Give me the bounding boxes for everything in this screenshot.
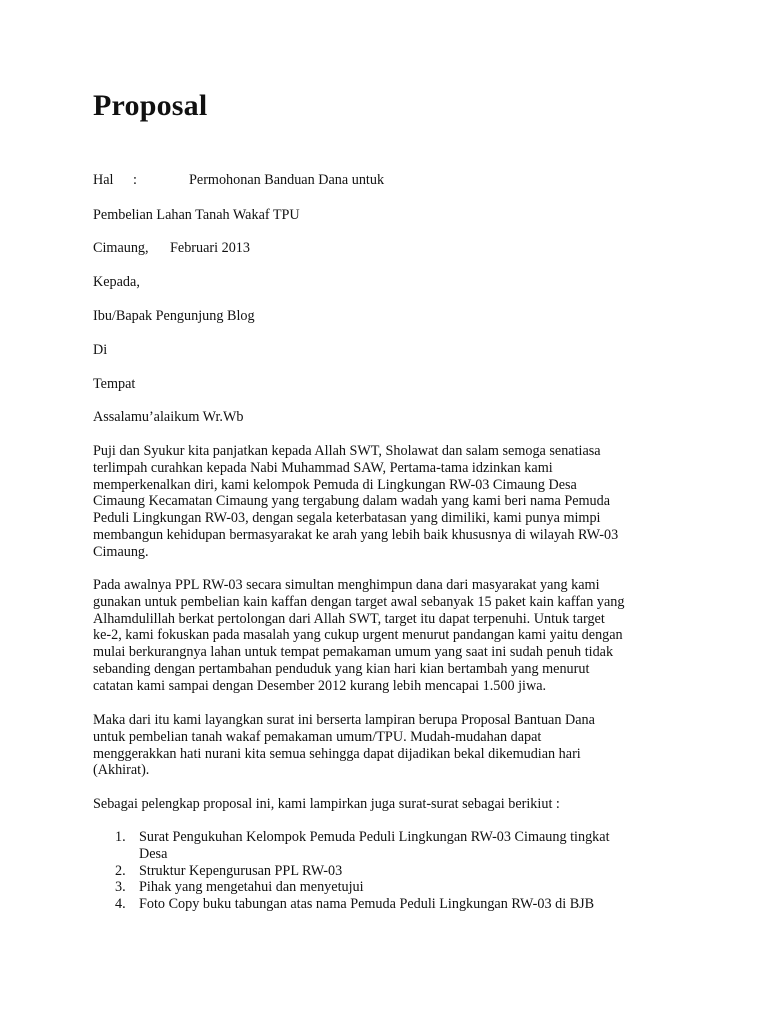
tempat-label: Tempat <box>93 376 136 392</box>
subject-line: Pembelian Lahan Tanah Wakaf TPU <box>93 207 300 223</box>
list-item <box>93 879 693 896</box>
paragraph-line: Cimaung Kecamatan Cimaung yang tergabung dalam wadah yang kami beri nama Pemuda <box>93 493 611 510</box>
date-place: Cimaung, <box>93 240 149 256</box>
list-item-number: 3. <box>115 879 126 896</box>
hal-value: Permohonan Banduan Dana untuk <box>189 172 385 188</box>
paragraph-line: Alhamdulillah berkat pertolongan dari Allah SWT, target itu dapat terpenuhi. Untuk target <box>93 610 605 627</box>
list-item-number: 2. <box>115 862 126 879</box>
paragraph-introduction <box>93 443 683 561</box>
list-item <box>93 829 693 863</box>
paragraph-line: Pada awalnya PPL RW-03 secara simultan menghimpun dana dari masyarakat yang kami <box>93 577 600 593</box>
list-item-text: Struktur Kepengurusan PPL RW-03 <box>139 862 343 879</box>
paragraph-line: gunakan untuk pembelian kain kaffan dengan target awal sebanyak 15 paket kain kaffan yang <box>93 593 625 610</box>
list-item-number: 1. <box>115 829 126 845</box>
paragraph-line: membangun kehidupan bermasyarakat ke arah yang lebih baik khususnya di wilayah RW-03 <box>93 526 619 543</box>
paragraph-background <box>93 577 683 695</box>
list-item <box>93 896 693 913</box>
list-item-text: Surat Pengukuhan Kelompok Pemuda Peduli Lingkungan RW-03 Cimaung tingkat <box>139 829 610 845</box>
paragraph-line: sebanding dengan pertambahan penduduk yang kian hari kian bertambah yang menurut <box>93 660 590 677</box>
paragraph-line: Puji dan Syukur kita panjatkan kepada Allah SWT, Sholawat dan salam semoga senatiasa <box>93 443 601 459</box>
date-value: Februari 2013 <box>170 240 250 256</box>
kepada-label: Kepada, <box>93 274 140 290</box>
paragraph-line: memperkenalkan diri, kami kelompok Pemuda di Lingkungan RW-03 Cimaung Desa <box>93 476 577 493</box>
paragraph-line: menggerakkan hati nurani kita semua sehingga dapat dijadikan bekal dikemudian hari <box>93 745 581 762</box>
list-item <box>93 863 693 880</box>
paragraph-line: (Akhirat). <box>93 762 150 779</box>
paragraph-line: Maka dari itu kami layangkan surat ini berserta lampiran berupa Proposal Bantuan Dana <box>93 712 595 728</box>
salutation: Assalamu’alaikum Wr.Wb <box>93 409 244 425</box>
list-item-number: 4. <box>115 896 126 913</box>
paragraph-line: Cimaung. <box>93 543 149 560</box>
paragraph-line: untuk pembelian tanah wakaf pemakaman umum/TPU. Mudah-mudahan dapat <box>93 728 542 745</box>
hal-colon: : <box>133 172 137 188</box>
list-item-text: Pihak yang mengetahui dan menyetujui <box>139 879 364 896</box>
paragraph-attachments-intro <box>93 796 683 813</box>
attachment-list <box>93 829 693 913</box>
document-title: Proposal <box>93 89 208 122</box>
di-label: Di <box>93 342 108 358</box>
list-item-text: Foto Copy buku tabungan atas nama Pemuda Peduli Lingkungan RW-03 di BJB <box>139 896 595 913</box>
paragraph-line: terlimpah curahkan kepada Nabi Muhammad SAW, Pertama-tama idzinkan kami <box>93 459 553 476</box>
list-item-text: Desa <box>139 845 168 862</box>
paragraph-line: Peduli Lingkungan RW-03, dengan segala keterbatasan yang dimiliki, kami punya mimpi <box>93 510 601 527</box>
hal-label: Hal <box>93 172 114 188</box>
paragraph-request <box>93 712 683 779</box>
paragraph-line: ke-2, kami fokuskan pada masalah yang cukup urgent menurut pandangan kami yaitu dengan <box>93 627 623 644</box>
paragraph-line: catatan kami sampai dengan Desember 2012 kurang lebih mencapai 1.500 jiwa. <box>93 677 547 694</box>
recipient: Ibu/Bapak Pengunjung Blog <box>93 308 255 324</box>
paragraph-line: Sebagai pelengkap proposal ini, kami lampirkan juga surat-surat sebagai berikiut : <box>93 796 560 812</box>
paragraph-line: mulai berkurangnya lahan untuk tempat pemakaman umum yang saat ini sudah penuh tidak <box>93 644 614 661</box>
